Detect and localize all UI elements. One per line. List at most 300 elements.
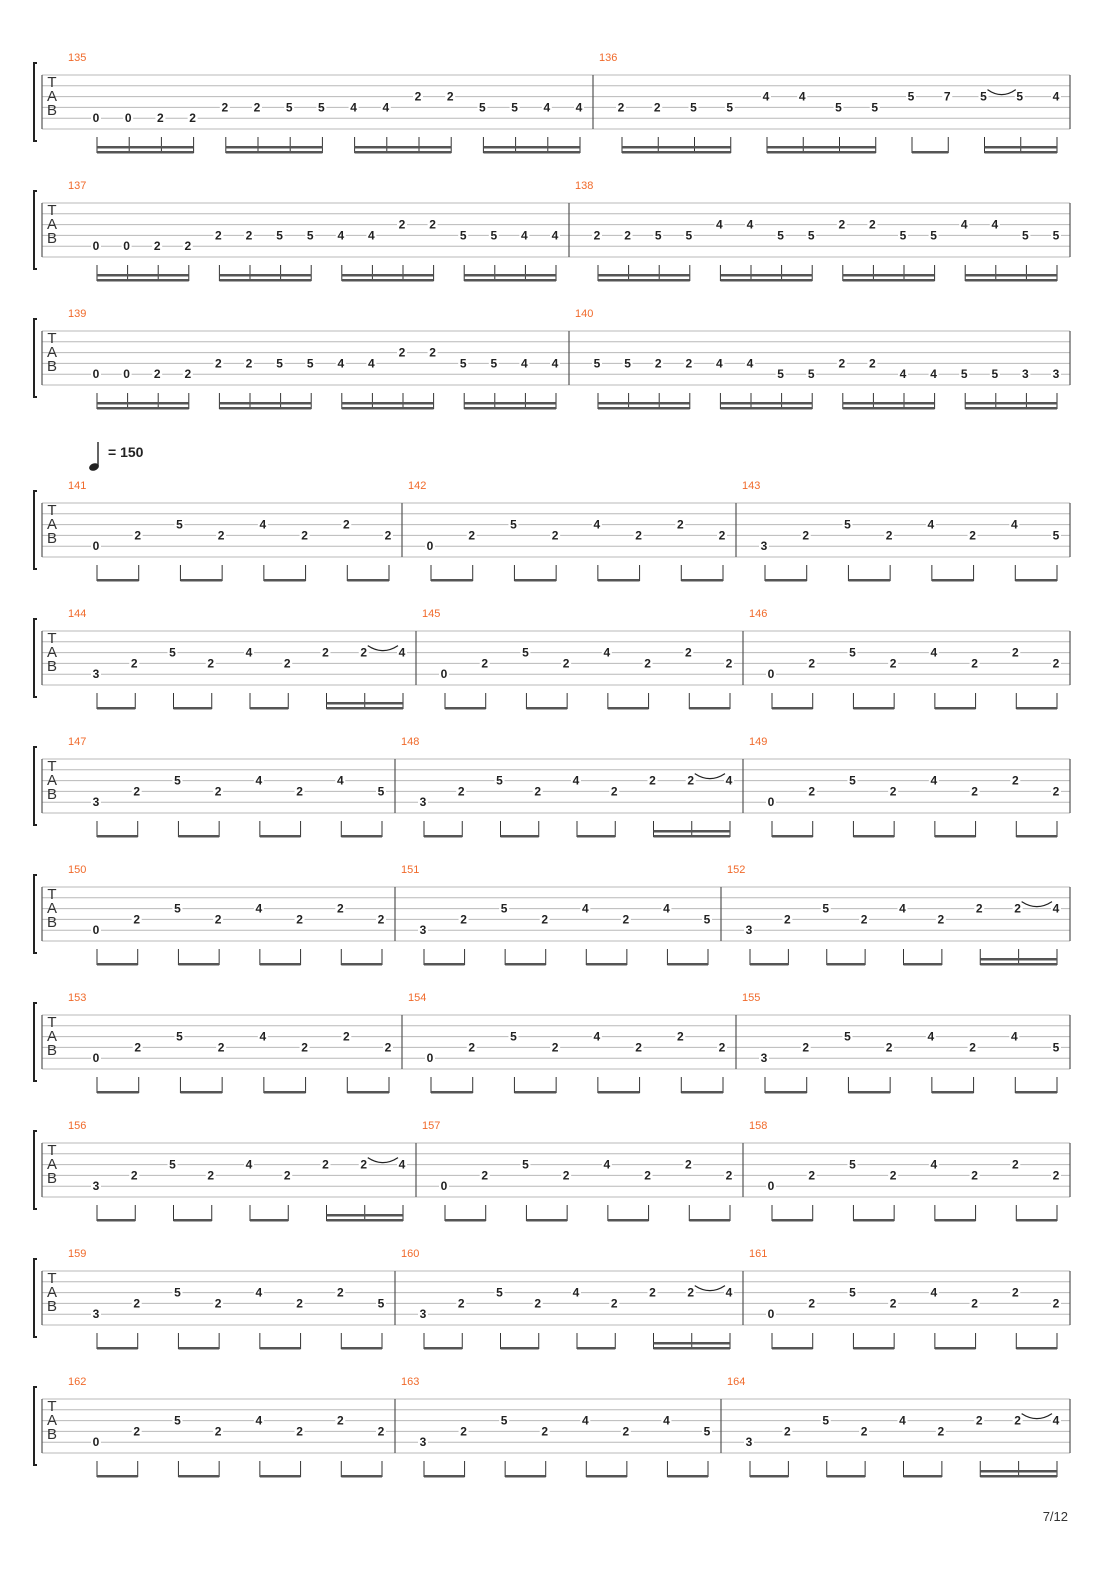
- fret-number: 0: [767, 1307, 775, 1322]
- tab-clef-letter: T: [47, 330, 57, 347]
- system-bracket: [34, 191, 37, 269]
- fret-number: 2: [133, 1296, 141, 1311]
- bar-number: 154: [408, 992, 427, 1004]
- fret-number: 2: [649, 773, 656, 788]
- fret-number: 2: [336, 1285, 344, 1300]
- fret-number: 4: [927, 517, 935, 532]
- fret-number: 2: [971, 656, 978, 671]
- fret-number: 5: [169, 645, 176, 660]
- fret-number: 4: [960, 217, 968, 232]
- tab-clef-letter: A: [46, 216, 58, 233]
- fret-number: 2: [322, 1157, 329, 1172]
- fret-number: 2: [214, 784, 222, 799]
- bar-number: 147: [68, 736, 87, 748]
- beam: [431, 1091, 473, 1094]
- fret-number: 5: [459, 228, 467, 243]
- fret-number: 5: [849, 1285, 856, 1300]
- fret-number: 2: [283, 1168, 291, 1183]
- beam: [720, 407, 812, 410]
- fret-number: 2: [460, 1424, 467, 1439]
- tab-clef-letter: A: [46, 1412, 58, 1429]
- fret-number: 5: [899, 228, 907, 243]
- fret-number: 4: [521, 356, 528, 371]
- fret-number: 4: [551, 228, 559, 243]
- fret-number: 2: [649, 1285, 656, 1300]
- fret-number: 2: [838, 217, 846, 232]
- beam: [772, 1219, 813, 1222]
- beam: [980, 1475, 1057, 1478]
- fret-number: 2: [622, 912, 630, 927]
- fret-number: 2: [301, 528, 308, 543]
- beam: [483, 151, 580, 154]
- fret-number: 2: [617, 100, 625, 115]
- beam: [843, 407, 935, 410]
- fret-number: 4: [930, 645, 938, 660]
- beam: [853, 1219, 894, 1222]
- beam: [97, 279, 189, 282]
- fret-number: 2: [624, 228, 631, 243]
- beam: [720, 274, 812, 277]
- beam: [264, 1091, 306, 1094]
- beam: [843, 279, 935, 282]
- fret-number: 4: [382, 100, 390, 115]
- fret-number: 5: [991, 367, 999, 382]
- beam: [219, 274, 311, 277]
- beam: [355, 146, 452, 149]
- fret-number: 4: [245, 1157, 253, 1172]
- bar-number: 139: [68, 308, 87, 320]
- fret-number: 4: [255, 1413, 263, 1428]
- tab-clef-letter: A: [46, 644, 58, 661]
- fret-number: 2: [937, 912, 945, 927]
- tab-clef-letter: T: [47, 886, 57, 903]
- bar-number: 158: [749, 1120, 768, 1132]
- bar-number: 138: [575, 180, 594, 192]
- fret-number: 2: [644, 1168, 651, 1183]
- beam: [935, 835, 976, 838]
- fret-number: 4: [930, 1157, 938, 1172]
- fret-number: 2: [889, 1168, 897, 1183]
- fret-number: 2: [217, 1040, 225, 1055]
- fret-number: 2: [1014, 1413, 1021, 1428]
- beam: [720, 279, 812, 282]
- fret-number: 5: [377, 784, 385, 799]
- fret-number: 4: [746, 217, 754, 232]
- fret-number: 4: [255, 773, 263, 788]
- fret-number: 2: [860, 1424, 868, 1439]
- bar-number: 142: [408, 480, 427, 492]
- fret-number: 4: [899, 901, 906, 916]
- fret-number: 4: [930, 1285, 938, 1300]
- system-bracket: [34, 63, 37, 141]
- fret-number: 3: [419, 1307, 427, 1322]
- tie-arc: [695, 1286, 725, 1291]
- fret-number: 5: [276, 356, 283, 371]
- fret-number: 2: [551, 528, 559, 543]
- beam: [219, 407, 311, 410]
- beam: [965, 279, 1057, 282]
- bar-number: 159: [68, 1248, 87, 1260]
- beam: [505, 963, 546, 966]
- fret-number: 2: [460, 912, 467, 927]
- fret-number: 5: [822, 901, 830, 916]
- fret-number: 0: [767, 667, 775, 682]
- fret-number: 4: [543, 100, 551, 115]
- tab-clef-letter: A: [46, 516, 58, 533]
- beam: [341, 835, 382, 838]
- fret-number: 5: [1052, 528, 1060, 543]
- beam: [424, 1475, 465, 1478]
- beam: [250, 707, 288, 710]
- beam: [598, 274, 690, 277]
- tab-system: [34, 308, 1070, 410]
- fret-number: 2: [534, 1296, 542, 1311]
- beam: [178, 1475, 219, 1478]
- beam: [505, 1475, 546, 1478]
- tab-clef-letter: A: [46, 1284, 58, 1301]
- bar-number: 149: [749, 736, 768, 748]
- fret-number: 2: [654, 356, 662, 371]
- fret-number: 2: [635, 528, 642, 543]
- beam: [667, 963, 708, 966]
- fret-number: 2: [384, 528, 392, 543]
- fret-number: 5: [459, 356, 467, 371]
- fret-number: 0: [440, 667, 448, 682]
- fret-number: 5: [1016, 89, 1024, 104]
- tab-system: [34, 992, 1070, 1094]
- beam: [347, 579, 389, 582]
- beam: [1016, 707, 1057, 710]
- fret-number: 2: [551, 1040, 559, 1055]
- fret-number: 0: [440, 1179, 448, 1194]
- fret-number: 4: [337, 228, 345, 243]
- beam: [424, 835, 462, 838]
- beam: [980, 1470, 1057, 1473]
- fret-number: 5: [276, 228, 283, 243]
- fret-number: 5: [306, 228, 314, 243]
- beam: [598, 1091, 640, 1094]
- fret-number: 4: [899, 367, 907, 382]
- bar-number: 163: [401, 1376, 420, 1388]
- fret-number: 2: [214, 1424, 222, 1439]
- beam: [654, 1347, 731, 1350]
- fret-number: 3: [92, 795, 100, 810]
- beam: [342, 407, 434, 410]
- beam: [765, 579, 807, 582]
- fret-number: 5: [176, 1029, 183, 1044]
- fret-number: 4: [581, 901, 589, 916]
- tie-arc: [368, 1158, 398, 1163]
- beam: [827, 1475, 865, 1478]
- fret-number: 0: [123, 367, 130, 382]
- beam: [853, 707, 894, 710]
- tab-system: [34, 1376, 1070, 1478]
- fret-number: 3: [760, 539, 768, 554]
- beam: [848, 579, 890, 582]
- beam: [431, 579, 473, 582]
- fret-number: 2: [429, 217, 436, 232]
- beam: [767, 146, 876, 149]
- fret-number: 4: [927, 1029, 935, 1044]
- fret-number: 5: [980, 89, 987, 104]
- fret-number: 2: [1011, 773, 1019, 788]
- beam: [608, 707, 649, 710]
- tab-clef-letter: T: [47, 1014, 57, 1031]
- fret-number: 2: [322, 645, 329, 660]
- fret-number: 4: [1052, 89, 1060, 104]
- fret-number: 2: [1014, 901, 1021, 916]
- fret-number: 5: [690, 100, 697, 115]
- tab-clef-letter: T: [47, 1142, 57, 1159]
- fret-number: 2: [215, 356, 222, 371]
- fret-number: 5: [510, 517, 517, 532]
- tab-clef-letter: T: [47, 74, 57, 91]
- bar-number: 160: [401, 1248, 420, 1260]
- fret-number: 2: [889, 784, 897, 799]
- fret-number: 2: [130, 656, 138, 671]
- fret-number: 2: [296, 1296, 303, 1311]
- beam: [935, 707, 976, 710]
- fret-number: 2: [377, 1424, 385, 1439]
- fret-number: 7: [943, 89, 951, 104]
- fret-number: 4: [350, 100, 357, 115]
- beam: [1016, 1347, 1057, 1350]
- fret-number: 5: [522, 1157, 529, 1172]
- system-bracket: [34, 1259, 37, 1337]
- tie-arc: [988, 90, 1016, 95]
- fret-number: 2: [153, 239, 161, 254]
- fret-number: 4: [1010, 517, 1018, 532]
- beam: [904, 963, 942, 966]
- tab-clef-letter: T: [47, 1398, 57, 1415]
- fret-number: 4: [521, 228, 528, 243]
- fret-number: 2: [481, 656, 489, 671]
- beam: [327, 1214, 404, 1217]
- fret-number: 2: [684, 645, 692, 660]
- fret-number: 2: [245, 228, 253, 243]
- fret-number: 4: [1052, 1413, 1060, 1428]
- beam: [980, 958, 1057, 961]
- beam: [720, 402, 812, 405]
- beam: [97, 1091, 139, 1094]
- fret-number: 5: [703, 912, 711, 927]
- fret-number: 5: [849, 1157, 856, 1172]
- fret-number: 2: [808, 656, 816, 671]
- fret-number: 2: [784, 912, 791, 927]
- fret-number: 2: [725, 1168, 733, 1183]
- fret-number: 4: [716, 356, 723, 371]
- fret-number: 2: [133, 912, 141, 927]
- beam: [264, 579, 306, 582]
- tab-clef-letter: T: [47, 758, 57, 775]
- tab-clef-letter: B: [46, 914, 58, 931]
- page-number: 7/12: [1042, 1509, 1068, 1524]
- fret-number: 0: [92, 367, 100, 382]
- fret-number: 5: [849, 773, 856, 788]
- tab-clef-letter: B: [46, 1298, 58, 1315]
- fret-number: 5: [654, 228, 662, 243]
- fret-number: 0: [92, 923, 100, 938]
- beam: [965, 407, 1057, 410]
- bar-number: 152: [727, 864, 746, 876]
- beam: [689, 707, 730, 710]
- fret-number: 2: [184, 367, 192, 382]
- fret-number: 2: [562, 656, 570, 671]
- beam: [598, 579, 640, 582]
- tie-arc: [695, 774, 725, 779]
- fret-number: 2: [1011, 1157, 1019, 1172]
- fret-number: 2: [610, 784, 618, 799]
- fret-number: 5: [176, 517, 183, 532]
- fret-number: 2: [889, 1296, 897, 1311]
- beam: [1015, 1091, 1057, 1094]
- tab-clef-letter: B: [46, 230, 58, 247]
- fret-number: 2: [725, 656, 733, 671]
- beam: [750, 963, 788, 966]
- fret-number: 5: [835, 100, 842, 115]
- beam: [598, 407, 690, 410]
- fret-number: 2: [676, 1029, 684, 1044]
- fret-number: 5: [377, 1296, 385, 1311]
- fret-number: 4: [746, 356, 754, 371]
- fret-number: 2: [541, 1424, 549, 1439]
- beam: [586, 963, 627, 966]
- fret-number: 2: [207, 1168, 215, 1183]
- fret-number: 2: [687, 773, 695, 788]
- fret-number: 4: [575, 100, 583, 115]
- fret-number: 2: [130, 1168, 138, 1183]
- tab-clef-letter: B: [46, 658, 58, 675]
- beam: [97, 407, 189, 410]
- beam: [97, 1219, 135, 1222]
- fret-number: 4: [255, 901, 263, 916]
- fret-number: 5: [169, 1157, 176, 1172]
- fret-number: 4: [245, 645, 253, 660]
- beam: [912, 151, 948, 154]
- fret-number: 4: [1052, 901, 1060, 916]
- beam: [424, 1347, 462, 1350]
- fret-number: 4: [398, 1157, 406, 1172]
- beam: [97, 1347, 138, 1350]
- beam: [445, 1219, 486, 1222]
- tempo-label: = 150: [108, 444, 144, 460]
- fret-number: 2: [377, 912, 385, 927]
- beam: [980, 963, 1057, 966]
- beam: [174, 707, 212, 710]
- fret-number: 2: [133, 784, 141, 799]
- fret-number: 2: [296, 1424, 303, 1439]
- system-bracket: [34, 1131, 37, 1209]
- fret-number: 5: [822, 1413, 830, 1428]
- beam: [654, 835, 731, 838]
- fret-number: 4: [259, 1029, 267, 1044]
- fret-number: 2: [1052, 1168, 1060, 1183]
- beam: [464, 274, 556, 277]
- fret-number: 2: [342, 1029, 350, 1044]
- bar-number: 156: [68, 1120, 87, 1132]
- beam: [178, 963, 219, 966]
- beam: [250, 1219, 288, 1222]
- beam: [514, 1091, 556, 1094]
- beam: [827, 963, 865, 966]
- fret-number: 0: [92, 111, 100, 126]
- bar-number: 161: [749, 1248, 768, 1260]
- tab-clef-letter: B: [46, 358, 58, 375]
- fret-number: 0: [767, 1179, 775, 1194]
- fret-number: 2: [808, 784, 816, 799]
- fret-number: 2: [457, 1296, 465, 1311]
- beam: [97, 402, 189, 405]
- fret-number: 0: [92, 539, 100, 554]
- beam: [1016, 1219, 1057, 1222]
- tab-clef-letter: B: [46, 786, 58, 803]
- fret-number: 5: [685, 228, 693, 243]
- tab-clef-letter: A: [46, 88, 58, 105]
- fret-number: 2: [676, 517, 684, 532]
- fret-number: 5: [285, 100, 293, 115]
- fret-number: 2: [398, 345, 406, 360]
- fret-number: 2: [1052, 784, 1060, 799]
- tab-clef-letter: B: [46, 102, 58, 119]
- fret-number: 2: [784, 1424, 791, 1439]
- fret-number: 4: [725, 1285, 733, 1300]
- beam: [342, 279, 434, 282]
- beam: [219, 279, 311, 282]
- bar-number: 144: [68, 608, 87, 620]
- fret-number: 3: [760, 1051, 768, 1066]
- fret-number: 5: [522, 645, 529, 660]
- system-bracket: [34, 319, 37, 397]
- system-bracket: [34, 619, 37, 697]
- fret-number: 2: [937, 1424, 945, 1439]
- beam: [577, 835, 615, 838]
- system-bracket: [34, 747, 37, 825]
- fret-number: 4: [930, 367, 937, 382]
- beam: [260, 835, 301, 838]
- fret-number: 4: [762, 89, 770, 104]
- beam: [932, 579, 974, 582]
- beam: [667, 1475, 708, 1478]
- fret-number: 4: [255, 1285, 263, 1300]
- fret-number: 2: [296, 784, 303, 799]
- tab-system: [34, 180, 1070, 282]
- fret-number: 5: [807, 367, 815, 382]
- tab-clef-letter: B: [46, 530, 58, 547]
- fret-number: 2: [342, 517, 350, 532]
- beam: [843, 274, 935, 277]
- beam: [347, 1091, 389, 1094]
- beam: [853, 835, 894, 838]
- fret-number: 0: [426, 1051, 434, 1066]
- beam: [97, 146, 194, 149]
- beam: [501, 1347, 539, 1350]
- fret-number: 4: [603, 645, 611, 660]
- beam: [935, 1347, 976, 1350]
- bar-number: 157: [422, 1120, 441, 1132]
- fret-number: 5: [703, 1424, 711, 1439]
- beam: [608, 1219, 649, 1222]
- fret-number: 5: [510, 1029, 517, 1044]
- fret-number: 3: [419, 923, 427, 938]
- fret-number: 3: [1022, 367, 1029, 382]
- beam: [526, 707, 567, 710]
- fret-number: 0: [124, 111, 132, 126]
- tab-clef-letter: A: [46, 1156, 58, 1173]
- fret-number: 2: [635, 1040, 642, 1055]
- beam: [654, 830, 731, 833]
- fret-number: 5: [490, 356, 498, 371]
- beam: [965, 274, 1057, 277]
